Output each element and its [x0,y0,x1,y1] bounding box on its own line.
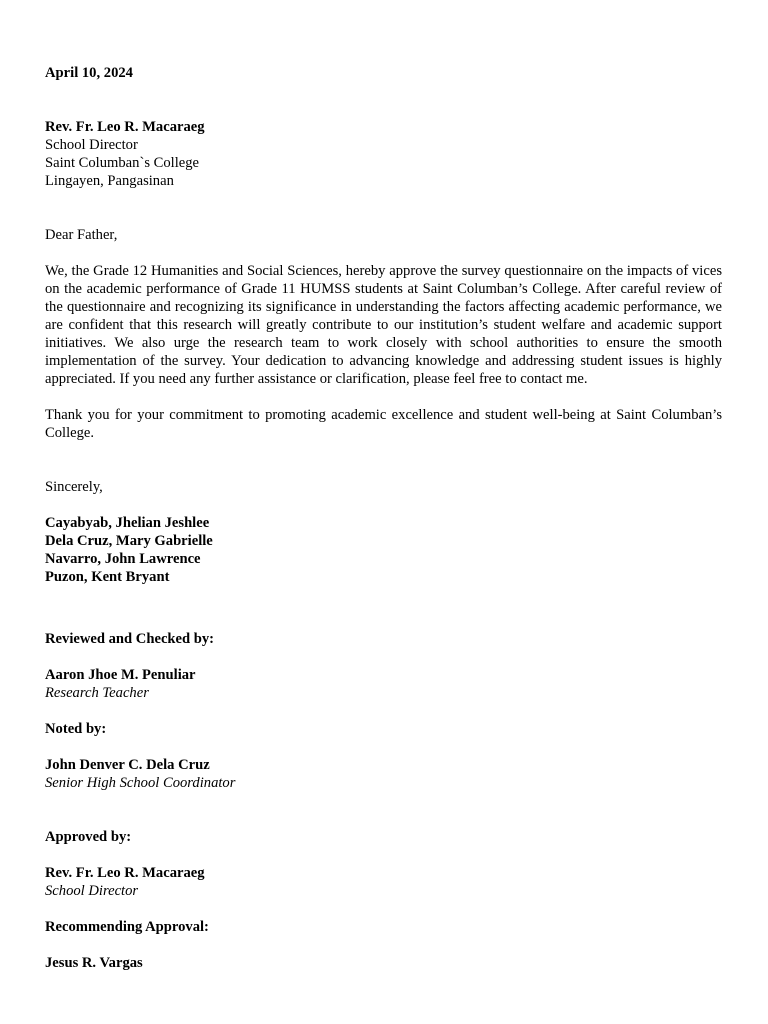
approved-heading: Approved by: [45,829,132,845]
signatory-name: Puzon, Kent Bryant [45,569,170,585]
recipient-address [45,118,722,190]
closing: Sincerely, [45,479,103,495]
noted-heading: Noted by: [45,721,107,737]
reviewed-heading: Reviewed and Checked by: [45,631,215,647]
letter-page [45,64,722,972]
signatory-name: Navarro, John Lawrence [45,551,201,567]
approver-name: Rev. Fr. Leo R. Macaraeg [45,865,205,881]
approved-signature-block [45,864,722,900]
recommender-name: Jesus R. Vargas [45,955,143,971]
recipient-position: School Director [45,137,138,153]
signatory-name: Dela Cruz, Mary Gabrielle [45,533,213,549]
reviewer-title: Research Teacher [45,685,149,701]
signatories-list [45,514,722,586]
recipient-location: Lingayen, Pangasinan [45,173,174,189]
body-paragraph-1: We, the Grade 12 Humanities and Social Sciences, hereby approve the survey questionnaire on the impacts of vices on the academic performance of Grade 11 HUMSS students at Saint Columban’s College. After careful review of the questionnaire and recognizing its significance in understanding the factors affecting academic performance, we are confident that this research will greatly contribute to our institution’s student welfare and academic support initiatives. We also urge the research team to work closely with school authorities to ensure the smooth implementation of the survey. Your dedication to advancing knowledge and addressing student issues is highly appreciated. If you need any further assistance or clarification, please feel free to contact me. [45,263,722,387]
recipient-institution: Saint Columban`s College [45,155,200,171]
reviewer-name: Aaron Jhoe M. Penuliar [45,667,196,683]
letter-date: April 10, 2024 [45,65,133,81]
recommending-heading: Recommending Approval: [45,919,209,935]
recipient-name: Rev. Fr. Leo R. Macaraeg [45,119,205,135]
noter-name: John Denver C. Dela Cruz [45,757,210,773]
noter-title: Senior High School Coordinator [45,775,236,791]
noted-signature-block [45,756,722,792]
recommending-signature-block [45,954,722,972]
signatory-name: Cayabyab, Jhelian Jeshlee [45,515,210,531]
salutation: Dear Father, [45,227,118,243]
reviewed-signature-block [45,666,722,702]
approver-title: School Director [45,883,139,899]
body-paragraph-2: Thank you for your commitment to promoting academic excellence and student well-being at Saint Columban’s College. [45,407,722,441]
